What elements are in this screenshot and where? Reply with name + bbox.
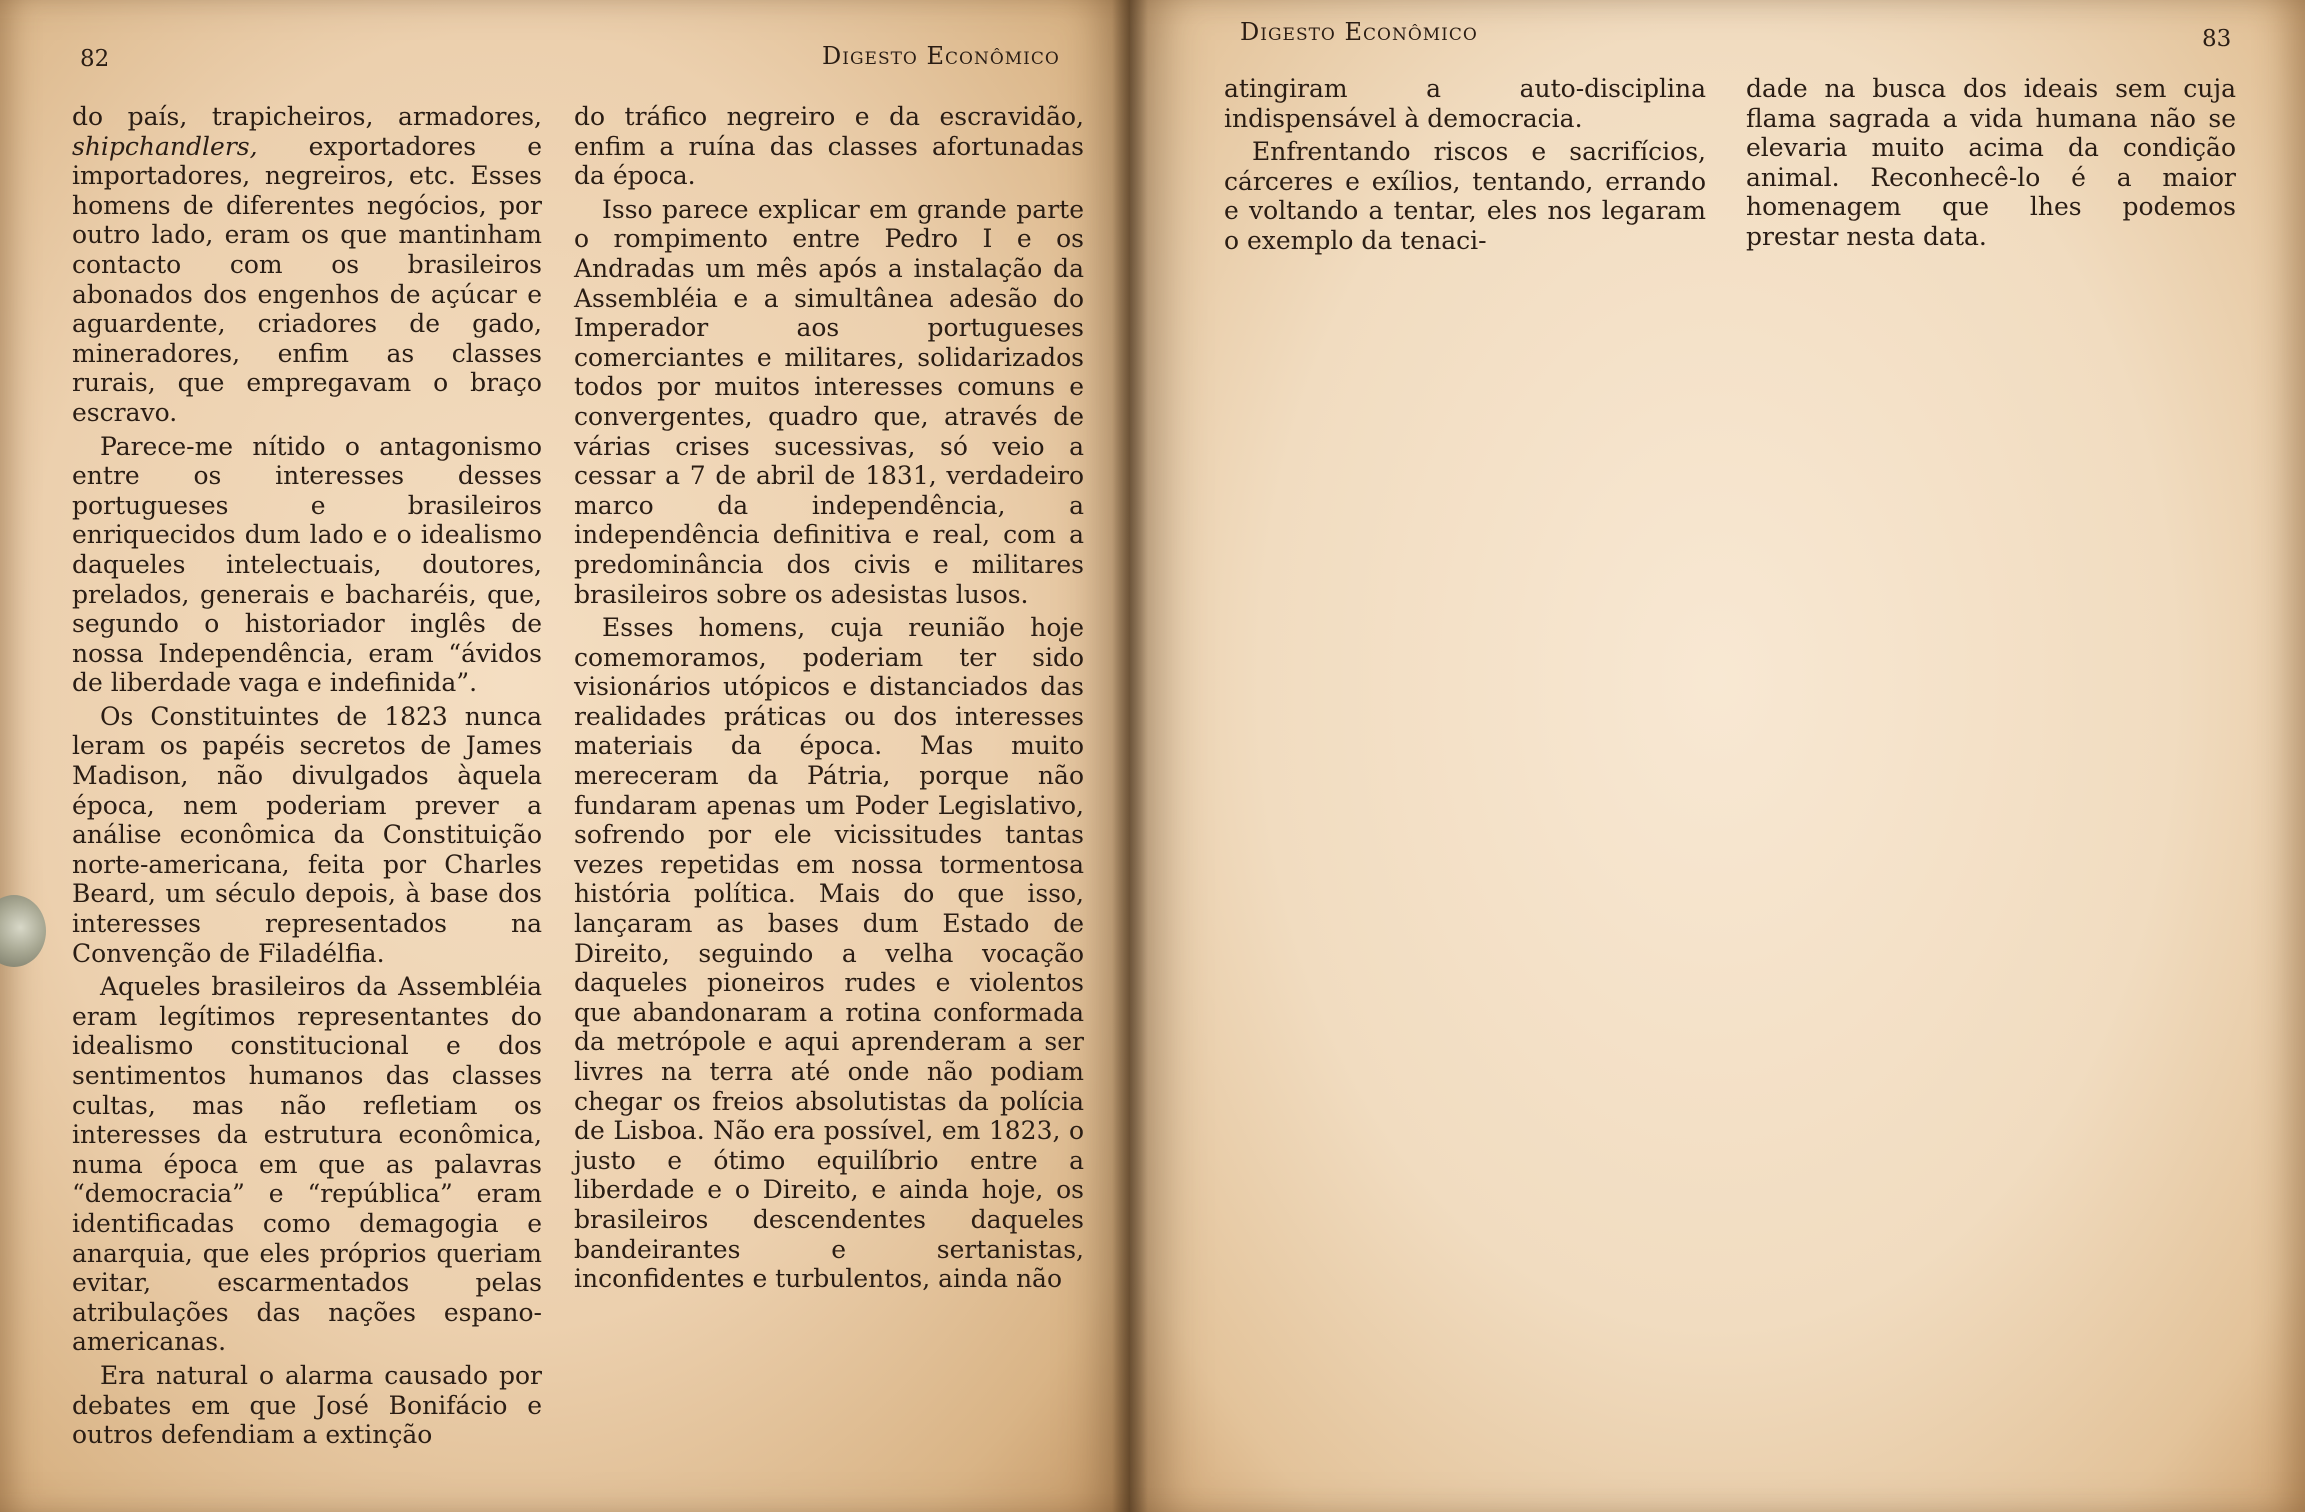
text-run: Esses homens, cuja reunião hoje comemoramos, poderiam ter sido visionários utópicos e distanciados das realidades práticas ou dos interesses materiais da época. Mas muito mereceram da Pátria, porque não fundaram apenas um Poder Legislativo, sofrendo por ele vicissitudes tantas vezes repetidas em nossa tormentosa história política. Mais do que isso, lançaram as bases dum Estado de Direito, seguindo a velha vocação daqueles pioneiros rudes e violentos que abandonaram a rotina conformada da metrópole e aqui aprenderam a ser livres na terra até onde não podiam chegar os freios absolutistas da polícia de Lisboa. Não era possível, em 1823, o justo e ótimo equilíbrio entre a liberdade e o Direito, e ainda hoje, os brasileiros descendentes daqueles bandeirantes e sertanistas, inconfidentes e turbulentos, ainda não (574, 613, 1084, 1294)
paragraph (574, 195, 1084, 609)
paragraph (1224, 137, 1706, 255)
paragraph (72, 102, 542, 428)
page-number: 83 (2202, 26, 2232, 52)
text-run: do país, trapicheiros, armadores, (72, 102, 542, 131)
right-page-column-2 (1746, 74, 2236, 256)
right-page-column-1 (1224, 74, 1706, 260)
page-number: 82 (80, 46, 110, 72)
book-gutter (1112, 0, 1148, 1512)
running-head: Digesto Econômico (1240, 18, 1478, 46)
right-page (1130, 0, 2305, 1512)
left-page-column-1 (72, 102, 542, 1454)
text-run: atingiram a auto-disciplina indispensável à democracia. (1224, 74, 1706, 133)
text-run: dade na busca dos ideais sem cuja flama sagrada a vida humana não se elevaria muito acima da condição animal. Reconhecê-lo é a maior homenagem que lhes podemos prestar nesta data. (1746, 74, 2236, 251)
paragraph (574, 102, 1084, 191)
paragraph (72, 702, 542, 968)
left-page (0, 0, 1130, 1512)
text-run: do tráfico negreiro e da escravidão, enfim a ruína das classes afortunadas da época. (574, 102, 1084, 191)
paragraph (574, 613, 1084, 1294)
paragraph (72, 432, 542, 698)
text-run: Os Constituintes de 1823 nunca leram os papéis secretos de James Madison, não divulgados àquela época, nem poderiam prever a análise econômica da Constituição norte-americana, feita por Charles Beard, um século depois, à base dos interesses representados na Convenção de Filadélfia. (72, 701, 542, 968)
italic-text: shipchandlers, (72, 131, 258, 161)
text-run: Era natural o alarma causado por debates em que José Bonifácio e outros defendiam a extinção (72, 1360, 542, 1450)
text-run: Aqueles brasileiros da Assembléia eram legítimos representantes do idealismo constitucional e dos sentimentos humanos das classes cultas, mas não refletiam os interesses da estrutura econômica, numa época em que as palavras “democracia” e “república” eram identificadas como demagogia e anarquia, que eles próprios queriam evitar, escarmentados pelas atribulações das nações espano-americanas. (72, 972, 542, 1357)
text-run: Isso parece explicar em grande parte o rompimento entre Pedro I e os Andradas um mês após a instalação da Assembléia e a simultânea adesão do Imperador aos portugueses comerciantes e militares, solidarizados todos por muitos interesses comuns e convergentes, quadro que, através de várias crises sucessivas, só veio a cessar a 7 de abril de 1831, verdadeiro marco da independência, a independência definitiva e real, com a predominância dos civis e militares brasileiros sobre os adesistas lusos. (574, 194, 1084, 609)
index-tab (0, 895, 46, 967)
paragraph (72, 1361, 542, 1450)
paragraph (72, 972, 542, 1357)
left-page-column-2 (574, 102, 1084, 1298)
text-run: exportadores e importadores, negreiros, etc. Esses homens de diferentes negócios, por outro lado, eram os que mantinham contacto com os brasileiros abonados dos engenhos de açúcar e aguardente, criadores de gado, mineradores, enfim as classes rurais, que empregavam o braço escravo. (72, 131, 542, 427)
text-run: Enfrentando riscos e sacrifícios, cárceres e exílios, tentando, errando e voltando a tentar, eles nos legaram o exemplo da tenaci- (1224, 137, 1706, 255)
paragraph (1746, 74, 2236, 252)
running-head: Digesto Econômico (822, 42, 1060, 70)
text-run: Parece-me nítido o antagonismo entre os interesses desses portugueses e brasileiros enriquecidos dum lado e o idealismo daqueles intelectuais, doutores, prelados, generais e bacharéis, que, segundo o historiador inglês de nossa Independência, eram “ávidos de liberdade vaga e indefinida”. (72, 431, 542, 698)
paragraph (1224, 74, 1706, 133)
